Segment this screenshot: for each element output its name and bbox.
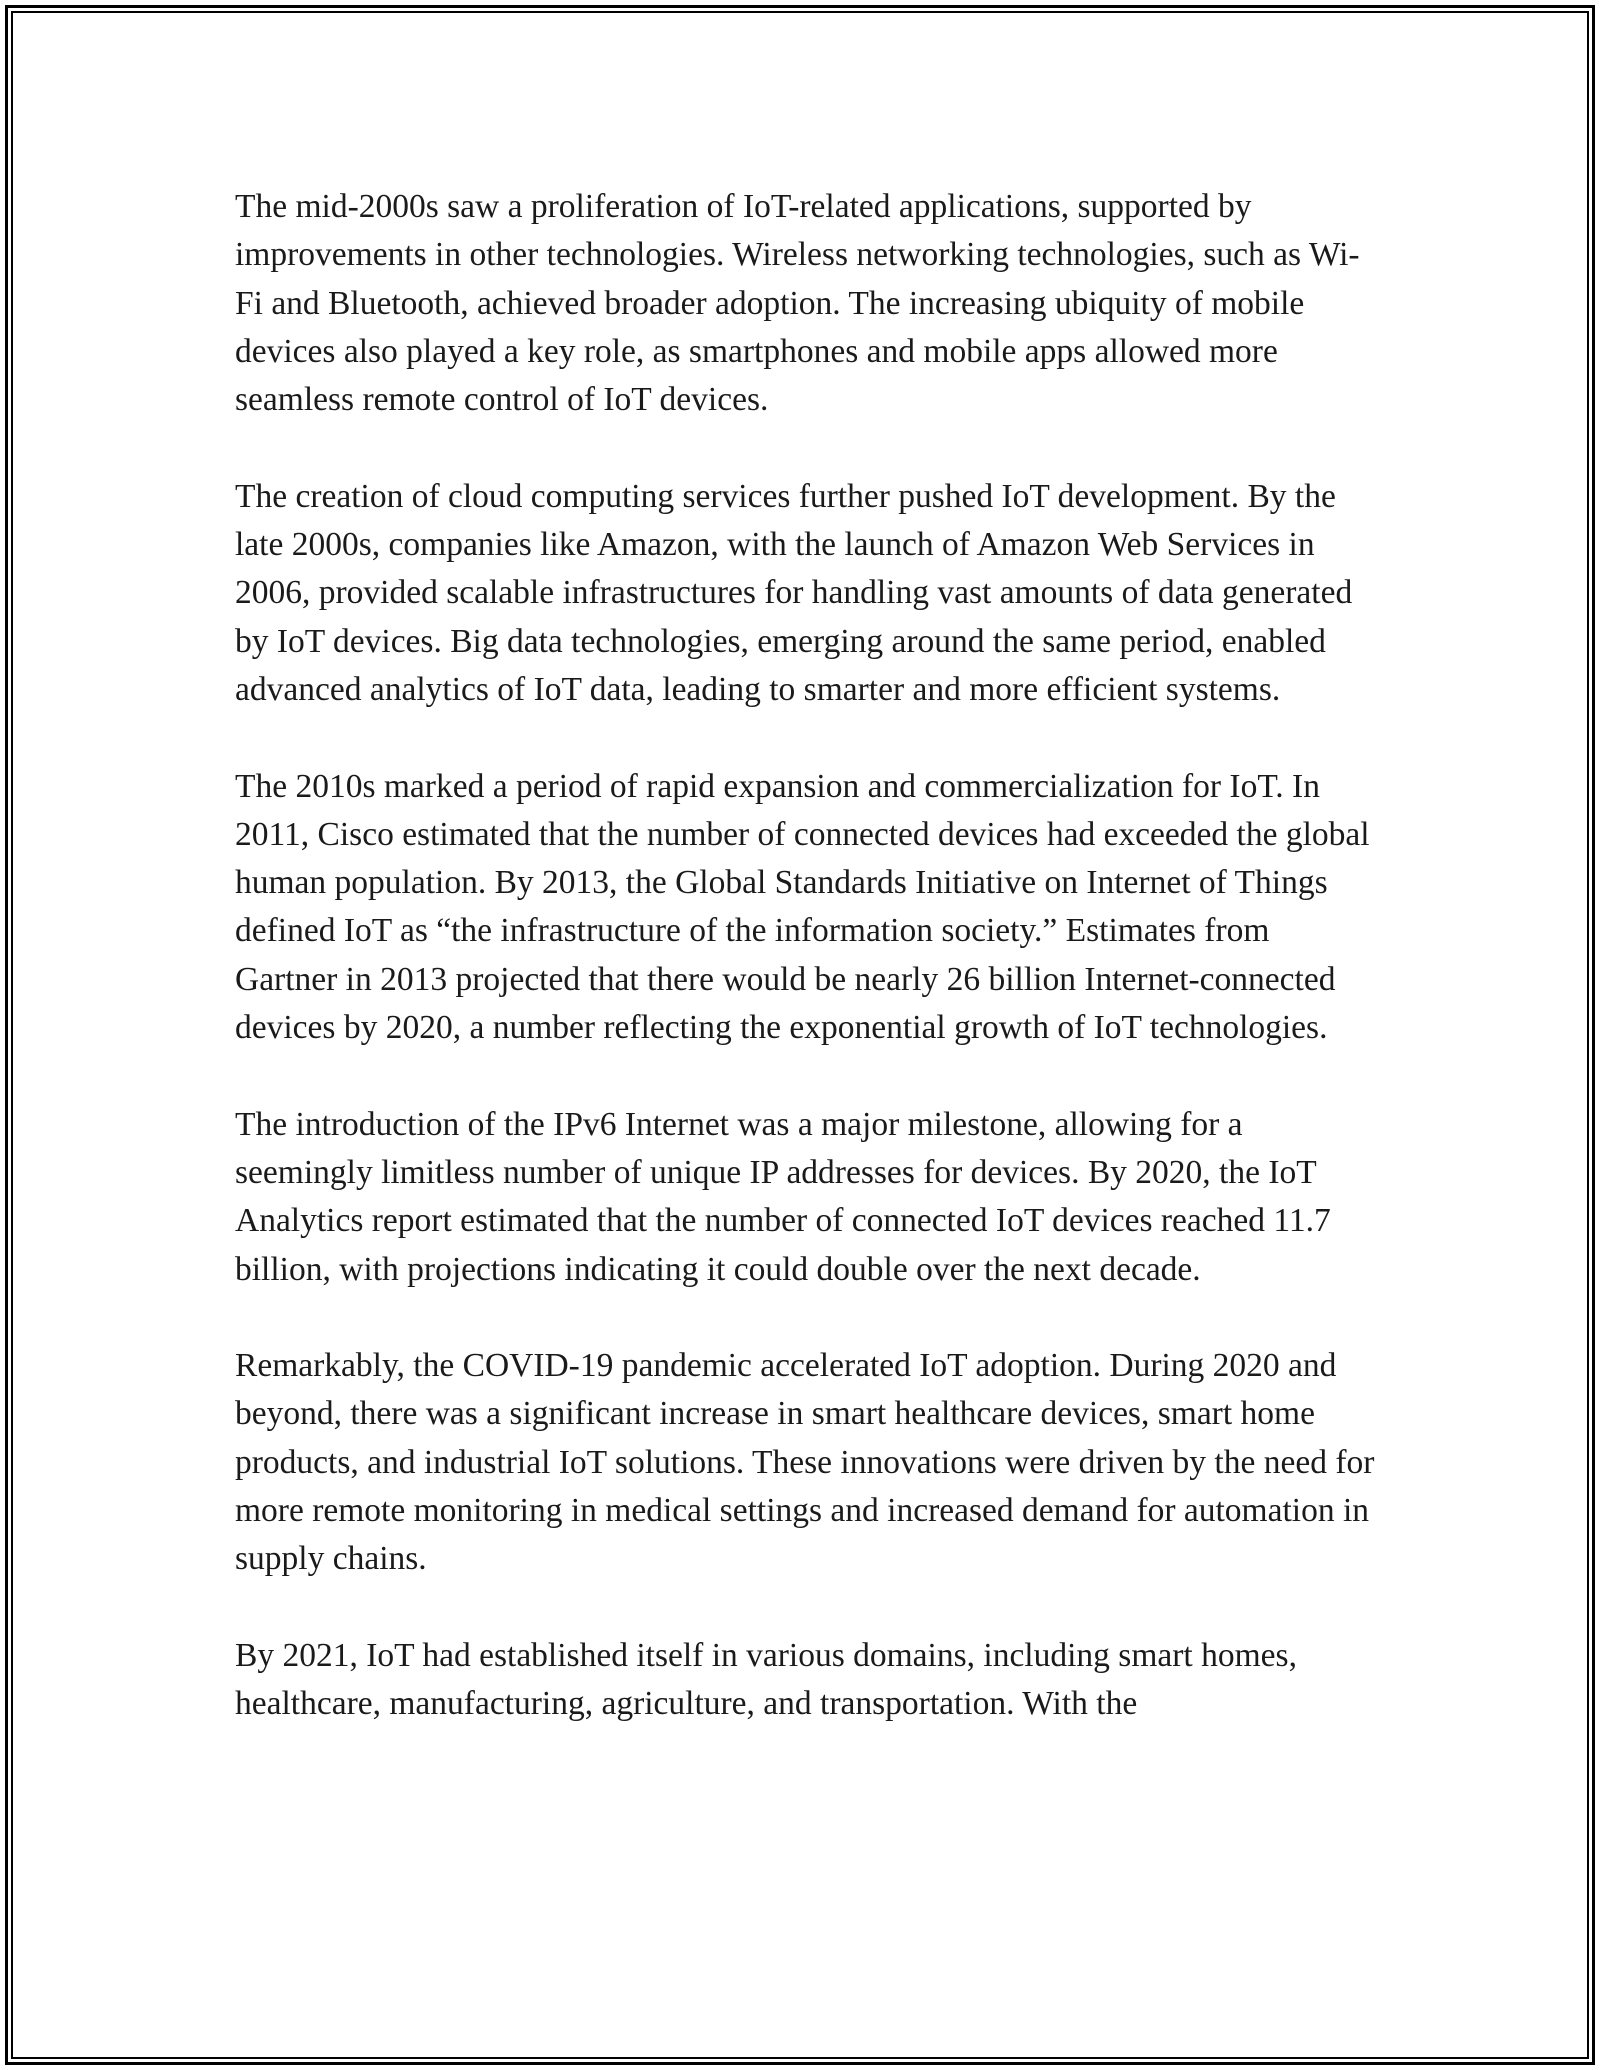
paragraph-1: The mid-2000s saw a proliferation of IoT-related applications, supported by improvements in other technologies. Wireless networking technologies, such as Wi-Fi and Bluetooth, achieved broader adoption. The increasing ubiquity of mobile devices also played a key role, as smartphones and mobile apps allowed more seamless remote control of IoT devices. xyxy=(235,188,1360,419)
paragraph-6: By 2021, IoT had established itself in various domains, including smart homes, healthcare, manufacturing, agriculture, and transportation. With the xyxy=(235,1636,1297,1723)
document-body xyxy=(235,183,1375,1777)
paragraph-5: Remarkably, the COVID-19 pandemic accelerated IoT adoption. During 2020 and beyond, there was a significant increase in smart healthcare devices, smart home products, and industrial IoT solutions. These innovations were driven by the need for more remote monitoring in medical settings and increased demand for automation in supply chains. xyxy=(235,1347,1375,1578)
paragraph-4: The introduction of the IPv6 Internet was a major milestone, allowing for a seemingly limitless number of unique IP addresses for devices. By 2020, the IoT Analytics report estimated that the number of connected IoT devices reached 11.7 billion, with projections indicating it could double over the next decade. xyxy=(235,1105,1331,1288)
paragraph-2: The creation of cloud computing services further pushed IoT development. By the late 2000s, companies like Amazon, with the launch of Amazon Web Services in 2006, provided scalable infrastructures for handling vast amounts of data generated by IoT devices. Big data technologies, emerging around the same period, enabled advanced analytics of IoT data, leading to smarter and more efficient systems. xyxy=(235,477,1353,708)
paragraph-3: The 2010s marked a period of rapid expansion and commercialization for IoT. In 2011, Cisco estimated that the number of connected devices had exceeded the global human population. By 2013, the Global Standards Initiative on Internet of Things defined IoT as “the infrastructure of the information society.” Estimates from Gartner in 2013 projected that there would be nearly 26 billion Internet-connected devices by 2020, a number reflecting the exponential growth of IoT technologies. xyxy=(235,767,1370,1047)
